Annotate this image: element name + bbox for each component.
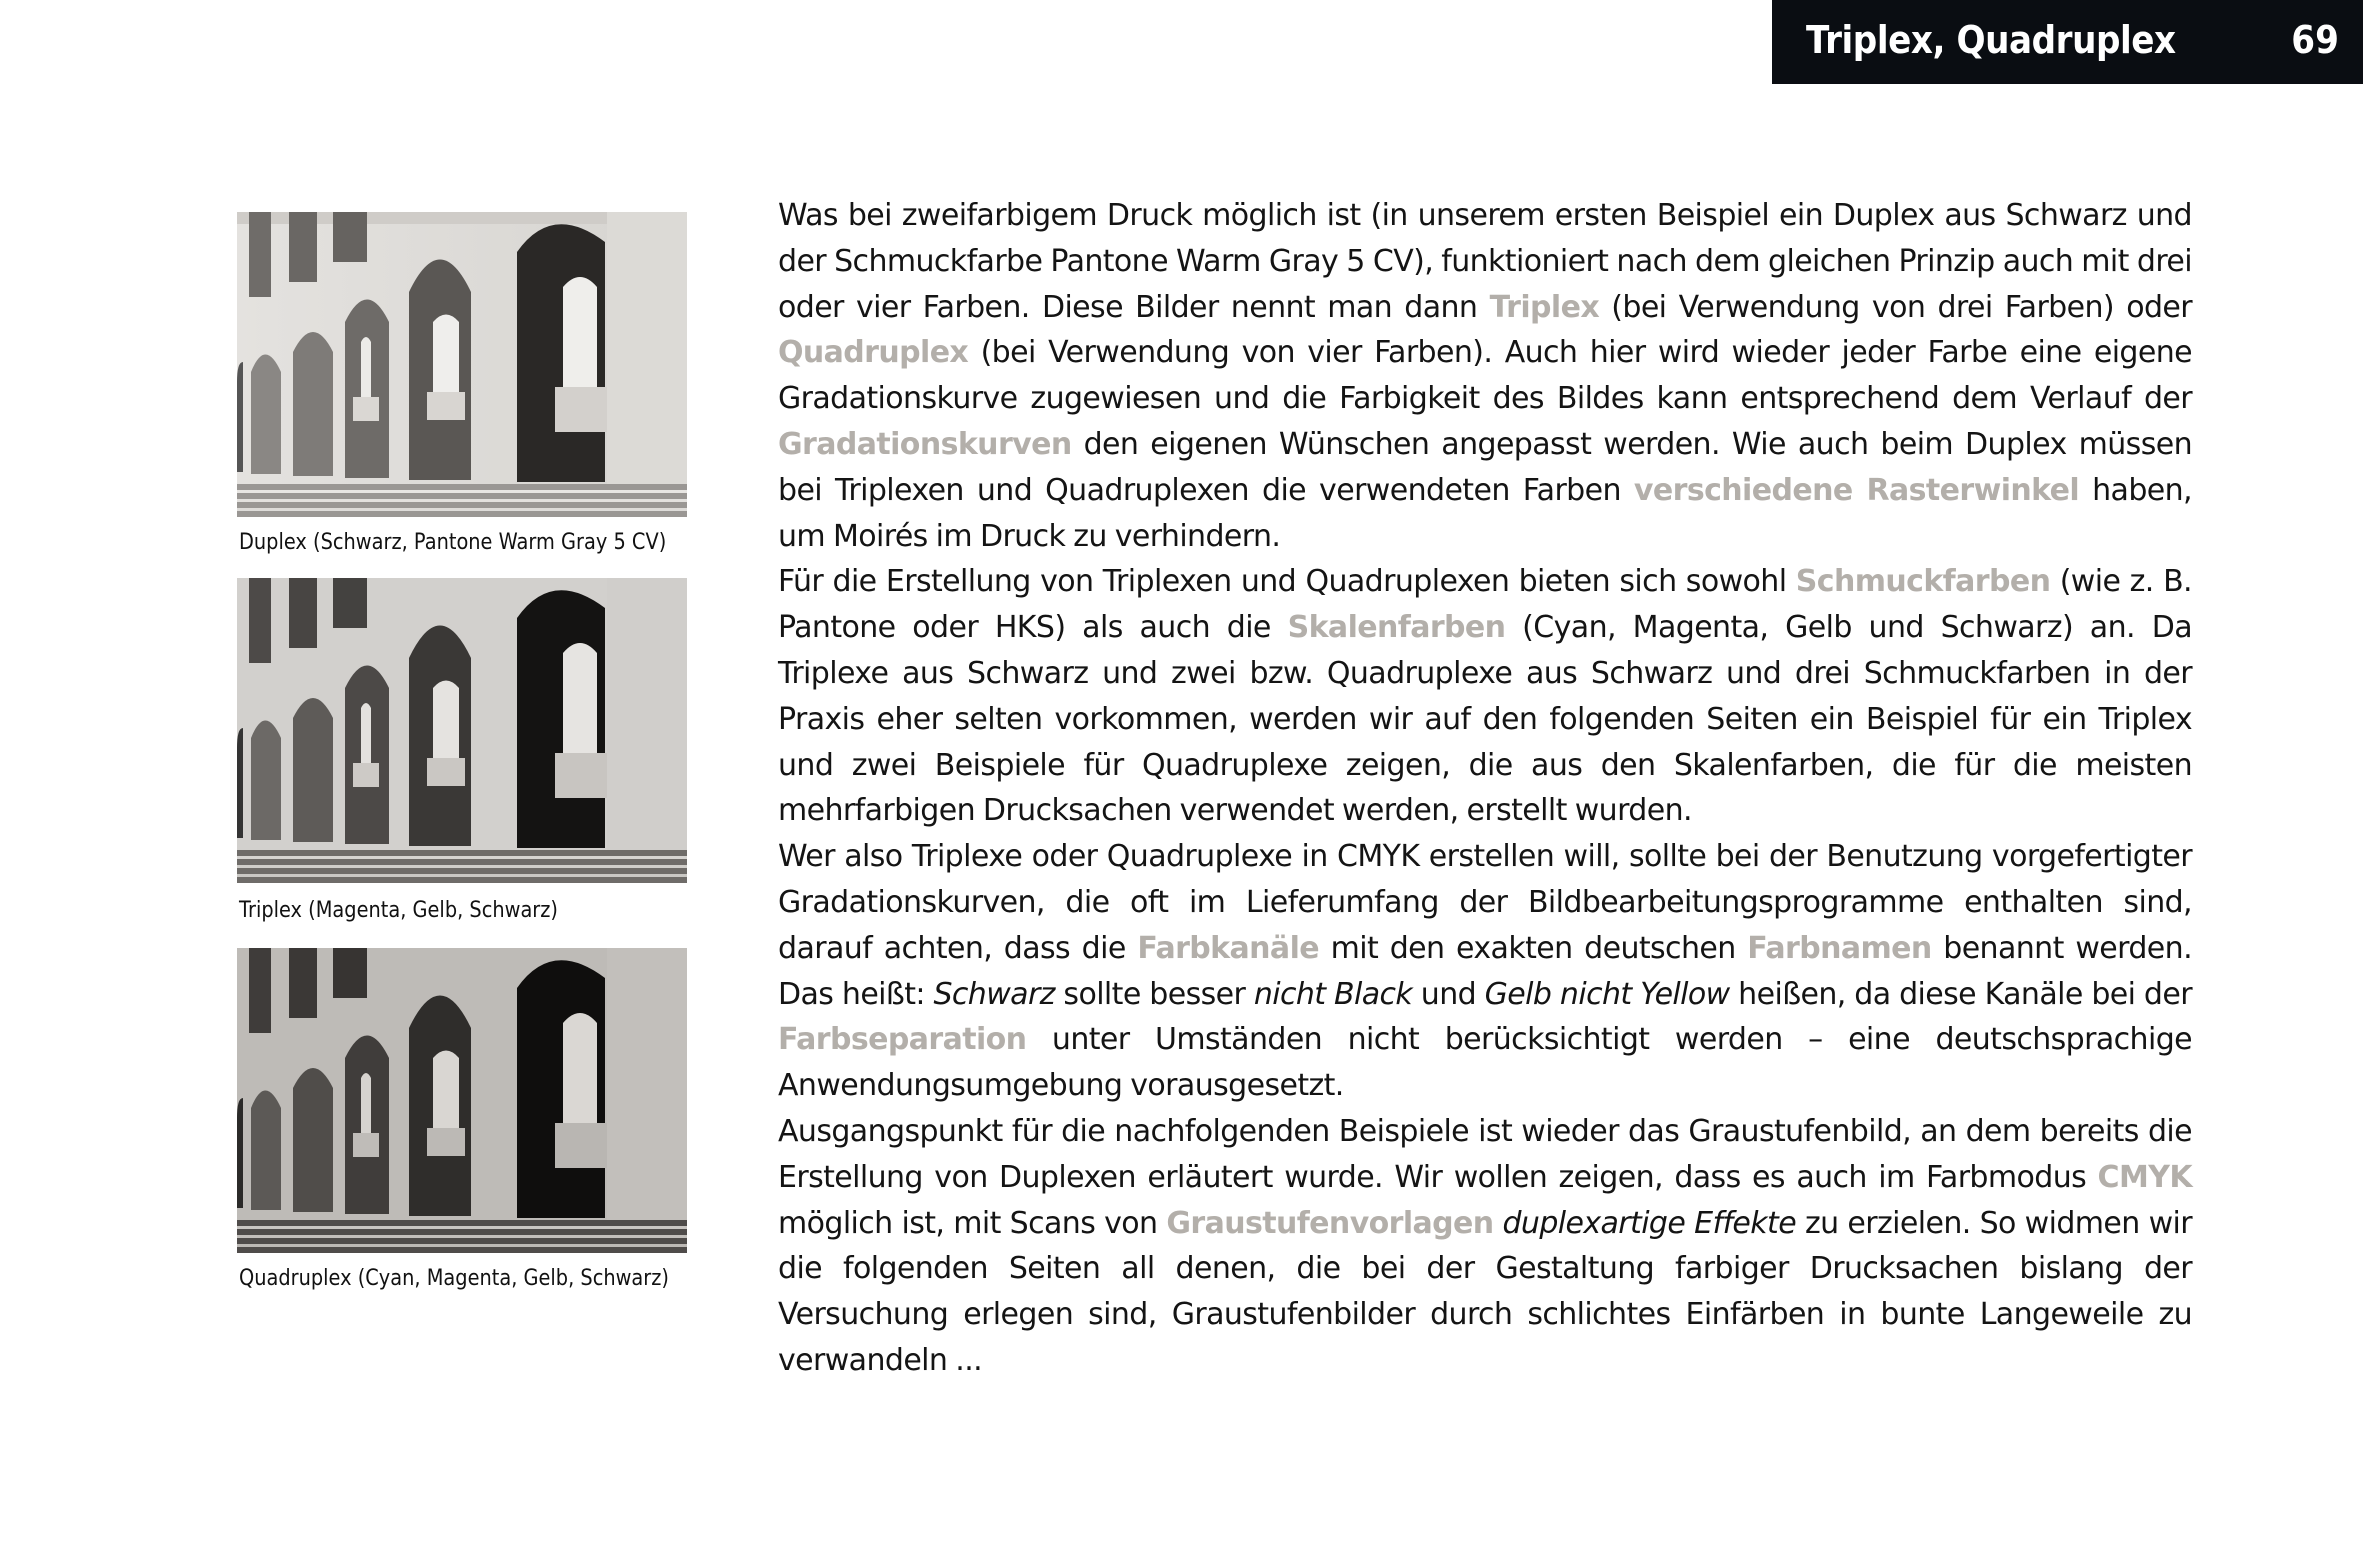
text-run: zu erzielen. So widmen wir die folgenden Seiten all denen, die bei der Gestaltung farbiger Drucksachen bislang der Versuchung erlegen sind, Graustufenbilder durch schlichtes Einfärben in bunte Langeweile zu verwandeln ... bbox=[778, 1205, 2192, 1378]
highlighted-term: Triplex bbox=[1489, 289, 1600, 325]
arcade-statues-image bbox=[237, 212, 687, 517]
text-run: benannt werden. Das heißt: bbox=[778, 930, 2193, 1012]
highlighted-term: Farbkanäle bbox=[1137, 930, 1320, 966]
text-run: sollte besser bbox=[1054, 976, 1254, 1012]
highlighted-term: Graustufenvorlagen bbox=[1166, 1205, 1494, 1241]
text-run: den eigenen Wünschen angepasst werden. Wie auch beim Duplex müssen bei Triplexen und Quadruplexen die verwendeten Farben bbox=[778, 426, 2192, 508]
text-run: Was bei zweifarbigem Druck möglich ist (in unserem ersten Beispiel ein Duplex aus Schwarz und der Schmuckfarbe Pantone Warm Gray 5 CV), funktioniert nach dem gleichen Prinzip auch mit drei oder vier Farben. Diese Bilder nennt man dann bbox=[778, 198, 2192, 325]
photo-duplex bbox=[237, 212, 687, 517]
text-run: Wer also Triplexe oder Quadruplexe in CMYK erstellen will, sollte bei der Benutzung vorgefertigter Gradationskurven, die oft im Lieferumfang der Bildbearbeitungsprogramme enthalten sind, darauf achten, dass die bbox=[778, 839, 2192, 966]
highlighted-term: Farbnamen bbox=[1747, 930, 1932, 966]
paragraph bbox=[778, 1109, 2192, 1384]
page-number: 69 bbox=[2291, 18, 2339, 62]
emphasis: Schwarz bbox=[933, 976, 1055, 1012]
highlighted-term: verschiedene Rasterwinkel bbox=[1633, 472, 2080, 508]
text-run: möglich ist, mit Scans von bbox=[778, 1205, 1167, 1241]
paragraph bbox=[778, 834, 2192, 1109]
text-run: (bei Verwendung von drei Farben) oder bbox=[1599, 289, 2192, 325]
text-run: (bei Verwendung von vier Farben). Auch hier wird wieder jeder Farbe eine eigene Gradationskurve zugewiesen und die Farbigkeit des Bildes kann entsprechend dem Verlauf der bbox=[778, 335, 2192, 417]
paragraph bbox=[778, 559, 2192, 834]
text-run: haben, um Moirés im Druck zu verhindern. bbox=[778, 472, 2192, 554]
highlighted-term: Quadruplex bbox=[778, 335, 969, 371]
photo-quadruplex bbox=[237, 948, 687, 1253]
figure-quadruplex bbox=[237, 948, 687, 1291]
arcade-statues-image bbox=[237, 578, 687, 883]
highlighted-term: Schmuckfarben bbox=[1795, 564, 2051, 600]
text-run: Ausgangspunkt für die nachfolgenden Beispiele ist wieder das Graustufenbild, an dem bereits die Erstellung von Duplexen erläutert wurde. Wir wollen zeigen, dass es auch im Farbmodus bbox=[778, 1113, 2192, 1195]
body-text bbox=[778, 193, 2192, 1384]
photo-triplex bbox=[237, 578, 687, 883]
highlighted-term: Gradationskurven bbox=[778, 426, 1072, 462]
arcade-statues-image bbox=[237, 948, 687, 1253]
figure-caption: Duplex (Schwarz, Pantone Warm Gray 5 CV) bbox=[239, 530, 667, 555]
emphasis: nicht Black bbox=[1253, 976, 1413, 1012]
emphasis: Gelb nicht Yellow bbox=[1484, 976, 1730, 1012]
text-run: und bbox=[1412, 976, 1485, 1012]
figure-triplex bbox=[237, 578, 687, 923]
figure-caption: Triplex (Magenta, Gelb, Schwarz) bbox=[239, 898, 558, 923]
text-run: unter Umständen nicht berücksichtigt werden – eine deutschsprachige Anwendungsumgebung vorausgesetzt. bbox=[778, 1022, 2192, 1104]
text-run: (wie z. B. Pantone oder HKS) als auch die bbox=[778, 564, 2192, 646]
text-run: (Cyan, Magenta, Gelb und Schwarz) an. Da Triplexe aus Schwarz und zwei bzw. Quadruplexe aus Schwarz und drei Schmuckfarben in der Praxis eher selten vorkommen, werden wir auf den folgenden Seiten ein Beispiel für ein Triplex und zwei Beispiele für Quadruplexe zeigen, die aus den Skalenfarben, die für die meisten mehrfarbigen Drucksachen verwendet werden, erstellt wurden. bbox=[778, 610, 2192, 829]
figure-caption: Quadruplex (Cyan, Magenta, Gelb, Schwarz) bbox=[239, 1266, 669, 1291]
highlighted-term: Skalenfarben bbox=[1287, 610, 1506, 646]
text-run: heißen, da diese Kanäle bei der bbox=[1729, 976, 2192, 1012]
highlighted-term: CMYK bbox=[2097, 1159, 2192, 1195]
running-header bbox=[1772, 0, 2363, 84]
text-run: Für die Erstellung von Triplexen und Quadruplexen bieten sich sowohl bbox=[778, 564, 1796, 600]
paragraph bbox=[778, 193, 2192, 559]
chapter-title: Triplex, Quadruplex bbox=[1806, 18, 2176, 62]
highlighted-term: Farbseparation bbox=[778, 1022, 1027, 1058]
emphasis: duplexartige Effekte bbox=[1502, 1205, 1797, 1241]
text-run: mit den exakten deutschen bbox=[1319, 930, 1748, 966]
figure-duplex bbox=[237, 212, 687, 555]
